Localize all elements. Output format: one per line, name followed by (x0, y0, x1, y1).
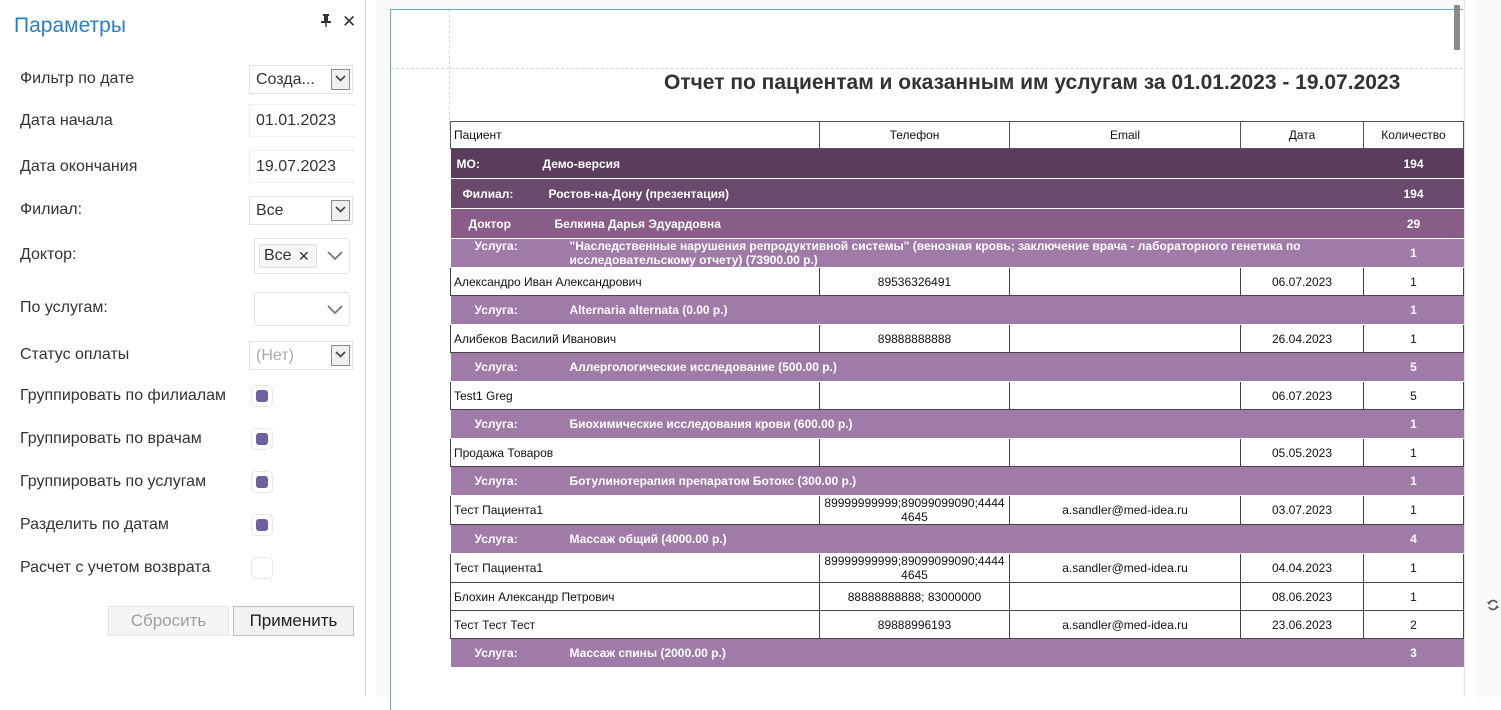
group-row-mo (451, 149, 1464, 179)
start-date-label: Дата начала (20, 112, 113, 129)
group-doctors-label: Группировать по врачам (20, 430, 202, 447)
column-header-email: Email (1010, 122, 1241, 149)
report-page (390, 9, 1463, 710)
group-name: Демо-версия (542, 156, 621, 171)
cell-quantity: 1 (1364, 325, 1464, 353)
cell-patient: Продажа Товаров (451, 439, 820, 467)
payment-status-placeholder: (Нет) (256, 347, 294, 364)
group-row-service (451, 239, 1464, 268)
report-body (451, 149, 1464, 668)
group-services-label: Группировать по услугам (20, 473, 207, 490)
cell-date: 23.06.2023 (1241, 611, 1364, 639)
cell-patient: Блохин Александр Петрович (451, 583, 820, 611)
group-label: Услуга: (474, 239, 518, 253)
group-label: Доктор (468, 216, 511, 231)
table-row (451, 325, 1464, 353)
group-count: 194 (1364, 179, 1464, 209)
cell-email: a.sandler@med-idea.ru (1010, 611, 1241, 639)
table-row (451, 268, 1464, 296)
group-services-checkbox[interactable] (251, 471, 273, 493)
doctor-label: Доктор: (20, 246, 77, 263)
margin-guide (449, 10, 450, 130)
table-row (451, 611, 1464, 639)
with-returns-checkbox[interactable] (251, 557, 273, 579)
group-name: Ростов-на-Дону (презентация) (548, 186, 729, 201)
group-label: Услуга: (474, 532, 518, 546)
group-count: 4 (1364, 525, 1464, 554)
refresh-icon[interactable] (1486, 598, 1500, 612)
cell-date: 06.07.2023 (1241, 382, 1364, 410)
cell-phone: 89888996193 (820, 611, 1010, 639)
group-name: Биохимические исследования крови (600.00 р.) (569, 417, 853, 431)
doctor-multiselect[interactable] (254, 238, 350, 274)
cell-email (1010, 583, 1241, 611)
group-label: Услуга: (474, 646, 518, 660)
doctor-tag-label: Все (264, 247, 292, 264)
report-title: Отчет по пациентам и оказанным им услугам за 01.01.2023 - 19.07.2023 (664, 71, 1401, 94)
group-label: Услуга: (474, 360, 518, 374)
column-header-phone: Телефон (820, 122, 1010, 149)
cell-patient: Тест Пациента1 (451, 496, 820, 525)
margin-guide (391, 68, 1463, 69)
cell-date: 26.04.2023 (1241, 325, 1364, 353)
cell-quantity: 1 (1364, 583, 1464, 611)
cell-email: a.sandler@med-idea.ru (1010, 554, 1241, 583)
branch-value: Все (256, 202, 284, 219)
group-name: Ботулинотерапия препаратом Ботокс (300.00 р.) (569, 474, 857, 488)
group-row-service (451, 525, 1464, 554)
cell-phone: 89999999999;89099099090;44444645 (820, 496, 1010, 525)
panel-title: Параметры (14, 14, 126, 37)
group-row-service (451, 639, 1464, 668)
group-count: 194 (1364, 149, 1464, 179)
cell-quantity: 1 (1364, 268, 1464, 296)
cell-patient: Тест Пациента1 (451, 554, 820, 583)
cell-patient: Тест Тест Тест (451, 611, 820, 639)
group-name: "Наследственные нарушения репродуктивной системы" (венозная кровь; заключение врача - лабораторного генетика по исследовательскому отчету) (73900.00 р.) (569, 239, 1301, 267)
cell-phone: 88888888888; 83000000 (820, 583, 1010, 611)
group-row-service (451, 296, 1464, 325)
cell-phone (820, 439, 1010, 467)
group-branches-checkbox[interactable] (251, 385, 273, 407)
apply-button[interactable]: Применить (233, 606, 354, 636)
group-label: МО: (456, 156, 480, 171)
cell-patient: Test1 Greg (451, 382, 820, 410)
cell-quantity: 1 (1364, 554, 1464, 583)
end-date-label: Дата окончания (20, 158, 138, 175)
cell-phone: 89999999999;89099099090;44444645 (820, 554, 1010, 583)
cell-phone: 89888888888 (820, 325, 1010, 353)
chevron-down-icon[interactable] (327, 301, 343, 317)
group-count: 1 (1364, 239, 1464, 268)
report-viewer[interactable] (376, 0, 1501, 697)
scrollbar-thumb[interactable] (1454, 5, 1460, 50)
payment-status-select[interactable] (249, 341, 353, 370)
cell-patient: Александро Иван Александрович (451, 268, 820, 296)
cell-phone (820, 382, 1010, 410)
date-filter-select[interactable] (249, 65, 353, 94)
services-multiselect[interactable] (254, 292, 350, 326)
payment-status-label: Статус оплаты (20, 346, 130, 363)
chevron-down-icon[interactable] (331, 345, 350, 366)
doctor-tag (259, 244, 317, 268)
group-label: Филиал: (462, 186, 514, 201)
group-count: 5 (1364, 353, 1464, 382)
start-date-input[interactable]: 01.01.2023 (249, 104, 355, 137)
group-row-service (451, 467, 1464, 496)
cell-email (1010, 268, 1241, 296)
vertical-scrollbar[interactable] (1464, 0, 1475, 697)
group-label: Услуга: (474, 417, 518, 431)
table-row (451, 382, 1464, 410)
group-count: 29 (1364, 209, 1464, 239)
cell-patient: Алибеков Василий Иванович (451, 325, 820, 353)
cell-email (1010, 439, 1241, 467)
cell-quantity: 1 (1364, 439, 1464, 467)
column-header-patient: Пациент (451, 122, 820, 149)
branch-label: Филиал: (20, 201, 83, 218)
cell-date: 03.07.2023 (1241, 496, 1364, 525)
table-row (451, 496, 1464, 525)
cell-quantity: 5 (1364, 382, 1464, 410)
group-label: Услуга: (474, 303, 518, 317)
date-filter-label: Фильтр по дате (20, 70, 135, 87)
report-table (450, 121, 1464, 668)
report-header-row (451, 122, 1464, 149)
remove-tag-icon[interactable]: ✕ (298, 248, 310, 264)
reset-button[interactable]: Сбросить (108, 606, 229, 636)
with-returns-label: Расчет с учетом возврата (20, 559, 211, 576)
parameters-panel (0, 0, 366, 697)
services-label: По услугам: (20, 299, 108, 316)
cell-date: 04.04.2023 (1241, 554, 1364, 583)
table-row (451, 554, 1464, 583)
chevron-down-icon[interactable] (331, 200, 350, 221)
split-dates-checkbox[interactable] (251, 514, 273, 536)
date-filter-value: Созда... (256, 71, 315, 88)
group-doctors-checkbox[interactable] (251, 428, 273, 450)
group-count: 1 (1364, 296, 1464, 325)
group-label: Услуга: (474, 474, 518, 488)
column-header-date: Дата (1241, 122, 1364, 149)
chevron-down-icon[interactable] (327, 247, 343, 263)
end-date-input[interactable]: 19.07.2023 (249, 150, 355, 183)
cell-date: 08.06.2023 (1241, 583, 1364, 611)
cell-phone: 89536326491 (820, 268, 1010, 296)
group-count: 1 (1364, 410, 1464, 439)
table-row (451, 583, 1464, 611)
split-dates-label: Разделить по датам (20, 516, 169, 533)
group-row-doctor (451, 209, 1464, 239)
cell-email (1010, 382, 1241, 410)
pin-icon[interactable] (320, 14, 332, 30)
group-name: Массаж общий (4000.00 р.) (569, 532, 727, 546)
cell-date: 06.07.2023 (1241, 268, 1364, 296)
cell-date: 05.05.2023 (1241, 439, 1364, 467)
branch-select[interactable] (249, 196, 353, 225)
cell-quantity: 2 (1364, 611, 1464, 639)
group-row-service (451, 410, 1464, 439)
cell-email (1010, 325, 1241, 353)
chevron-down-icon[interactable] (331, 69, 350, 90)
group-name: Массаж спины (2000.00 р.) (569, 646, 726, 660)
group-name: Аллергологические исследование (500.00 р.) (569, 360, 837, 374)
group-row-service (451, 353, 1464, 382)
group-row-branch (451, 179, 1464, 209)
column-header-quantity: Количество (1364, 122, 1464, 149)
cell-quantity: 1 (1364, 496, 1464, 525)
group-count: 3 (1364, 639, 1464, 668)
group-count: 1 (1364, 467, 1464, 496)
group-name: Белкина Дарья Эдуардовна (554, 216, 721, 231)
cell-email: a.sandler@med-idea.ru (1010, 496, 1241, 525)
table-row (451, 439, 1464, 467)
group-branches-label: Группировать по филиалам (20, 387, 227, 404)
group-name: Alternaria alternata (0.00 р.) (569, 303, 728, 317)
close-icon[interactable]: ✕ (342, 12, 357, 31)
